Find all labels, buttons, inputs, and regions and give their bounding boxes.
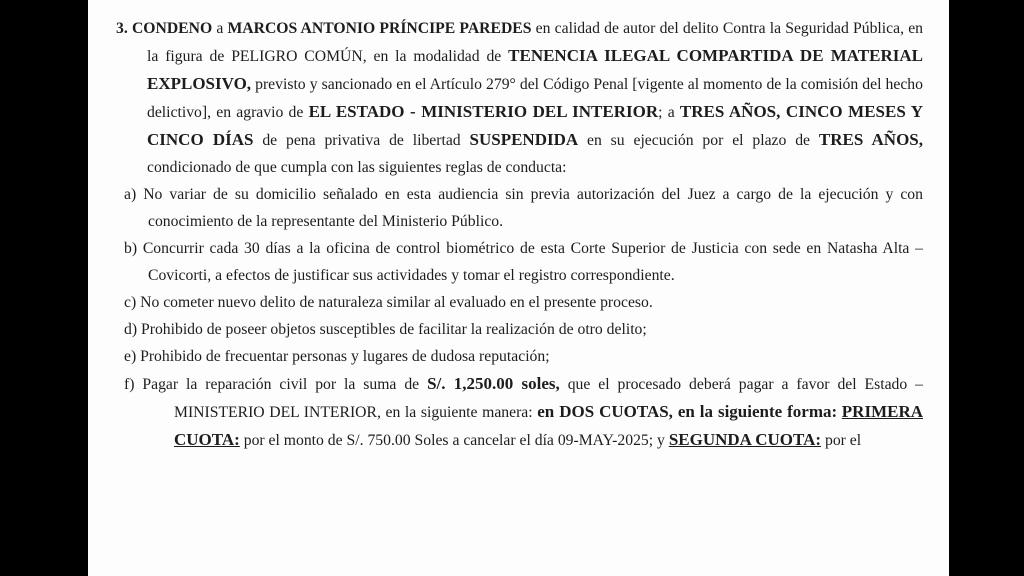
- aggrieved-party: EL ESTADO - MINISTERIO DEL INTERIOR: [308, 102, 659, 121]
- document-page: [88, 0, 949, 576]
- rule-b: b) Concurrir cada 30 días a la oficina de control biométrico de esta Corte Superior de Justicia con sede en Natasha Alta – Covicorti, a efectos de justificar sus actividades y tomar el registro correspondiente.: [124, 240, 923, 284]
- rule-c: c) No cometer nuevo delito de naturaleza similar al evaluado en el presente proceso.: [124, 294, 653, 311]
- condeno-word: CONDENO: [131, 20, 213, 37]
- second-installment-label: SEGUNDA CUOTA:: [668, 430, 822, 449]
- sentence-length: TRES AÑOS, CINCO MESES Y CINCO DÍAS: [147, 102, 923, 149]
- crime-modality: TENENCIA ILEGAL COMPARTIDA DE MATERIAL EXPLOSIVO,: [147, 46, 923, 93]
- defendant-name: MARCOS ANTONIO PRÍNCIPE PAREDES: [227, 20, 532, 37]
- paragraph-number: 3.: [116, 20, 128, 37]
- rule-f: f) Pagar la reparación civil por la suma de S/. 1,250.00 soles, que el procesado deberá pagar a favor del Estado – MINISTERIO DEL INTERIOR, en la siguiente manera: en DOS CUOTAS, en la siguiente forma: PRIMERA CUOTA: por el monto de S/. 750.00 Soles a cancelar el día 09-MAY-2025; y SEGUNDA CUOTA: por el: [124, 374, 924, 449]
- rule-e: e) Prohibido de frecuentar personas y lugares de dudosa reputación;: [124, 348, 550, 365]
- document-body: [116, 15, 923, 454]
- civil-reparation-amount: S/. 1,250.00 soles,: [427, 374, 560, 393]
- probation-period: TRES AÑOS,: [818, 130, 923, 149]
- first-installment-label: PRIMERA CUOTA:: [174, 402, 924, 449]
- suspended-label: SUSPENDIDA: [469, 130, 579, 149]
- rule-d: d) Prohibido de poseer objetos susceptibles de facilitar la realización de otro delito;: [124, 321, 647, 338]
- rule-a: a) No variar de su domicilio señalado en esta audiencia sin previa autorización del Juez a cargo de la ejecución y con conocimiento de la representante del Ministerio Público.: [124, 186, 923, 230]
- paragraph-3: 3. CONDENO a MARCOS ANTONIO PRÍNCIPE PAREDES en calidad de autor del delito Contra la Seguridad Pública, en la figura de PELIGRO COMÚN, en la modalidad de TENENCIA ILEGAL COMPARTIDA DE MATERIAL EXPLOSIVO, previsto y sancionado en el Artículo 279° del Código Penal [vigente al momento de la comisión del hecho delictivo], en agravio de EL ESTADO - MINISTERIO DEL INTERIOR; a TRES AÑOS, CINCO MESES Y CINCO DÍAS de pena privativa de libertad SUSPENDIDA en su ejecución por el plazo de TRES AÑOS, condicionado de que cumpla con las siguientes reglas de conducta:: [116, 20, 923, 176]
- installments-label: en DOS CUOTAS, en la siguiente forma:: [537, 402, 838, 421]
